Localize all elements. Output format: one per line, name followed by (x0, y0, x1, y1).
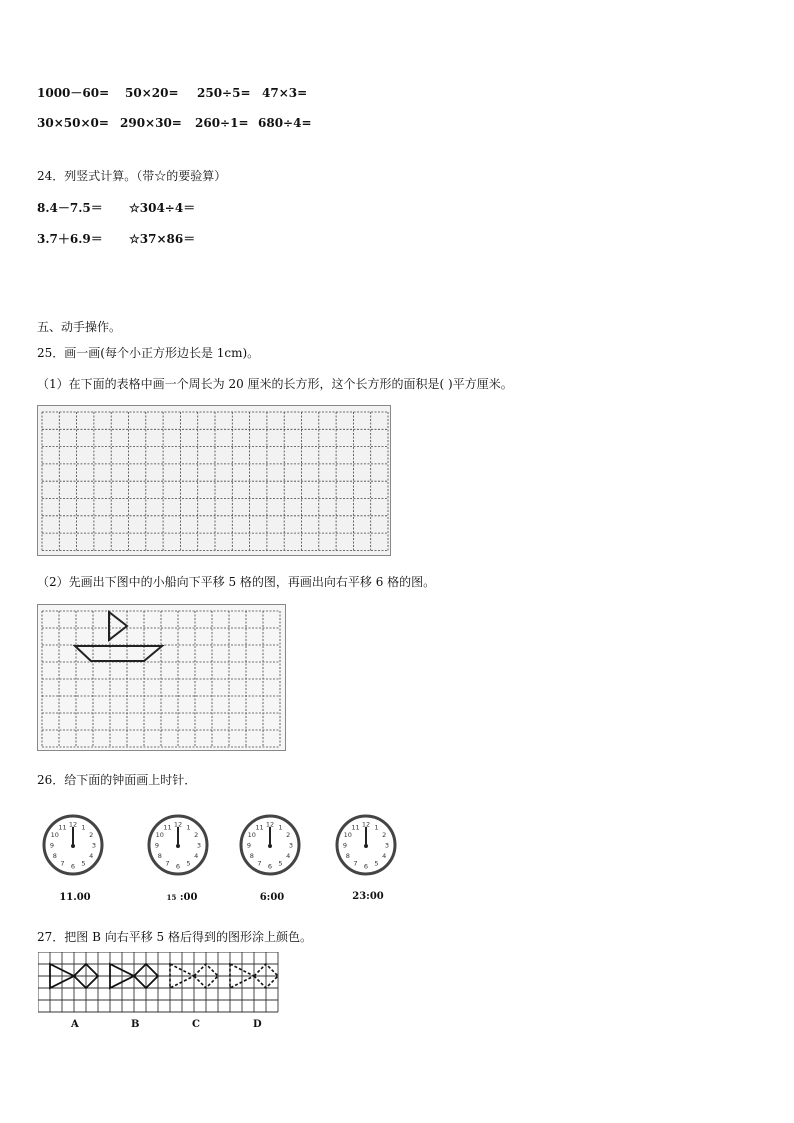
clock-number: 2 (382, 831, 387, 839)
clock-number: 8 (157, 852, 162, 860)
question-25-part-2: （2）先画出下图中的小船向下平移 5 格的图，再画出向右平移 6 格的图。 (37, 575, 436, 589)
question-26-title: 26．给下面的钟面画上时针． (37, 773, 197, 787)
grid-frame (38, 605, 286, 751)
section-5-title: 五、动手操作。 (37, 320, 122, 334)
clock-number: 8 (52, 852, 57, 860)
clock-time-label: 6:00 (259, 892, 285, 903)
shape-label-c: C (192, 1019, 200, 1030)
clock-time-label: 23:00 (352, 891, 384, 902)
clock-number: 1 (186, 823, 191, 832)
clock-number: 5 (374, 859, 379, 868)
clock-number: 2 (286, 831, 291, 839)
problem: ☆304÷4＝ (129, 201, 196, 215)
clock-number: 1 (278, 823, 283, 832)
clock-time-label (152, 892, 212, 903)
clock-number: 3 (196, 841, 202, 850)
clock-number: 6 (267, 862, 273, 871)
clock-number: 10 (50, 831, 59, 839)
clock-face[interactable] (41, 813, 105, 877)
clock-number: 10 (247, 831, 256, 839)
clock-number: 7 (165, 859, 170, 868)
clock-number: 3 (288, 841, 294, 850)
clock-number: 3 (384, 841, 390, 850)
clock-number: 11 (163, 823, 172, 832)
problem: 290×30= (120, 116, 182, 130)
problem: 250÷5= (197, 86, 251, 100)
shapes-grid[interactable] (38, 952, 282, 1016)
problem: 47×3= (262, 86, 308, 100)
clock-number: 8 (345, 852, 350, 860)
clock-number: 2 (194, 831, 199, 839)
problem: ☆37×86＝ (129, 232, 196, 246)
problem: 50×20= (125, 86, 179, 100)
clock-number: 9 (342, 841, 348, 850)
question-27-title: 27．把图 B 向右平移 5 格后得到的图形涂上颜色。 (37, 930, 312, 944)
clock-face[interactable] (334, 813, 398, 877)
clock-number: 6 (175, 862, 181, 871)
q24-row-2 (37, 230, 195, 247)
clock-number: 4 (89, 852, 94, 860)
clock-number: 7 (257, 859, 262, 868)
drawing-grid-1[interactable] (37, 405, 392, 557)
problem: 3.7＋6.9＝ (37, 232, 103, 246)
shape-label-b: B (131, 1019, 140, 1030)
boat-grid[interactable] (37, 604, 287, 752)
clock-minute: :00 (179, 892, 198, 903)
clock-center (364, 844, 368, 848)
clock-center (176, 844, 180, 848)
mental-math-row-1 (37, 84, 307, 101)
clock-number: 6 (363, 862, 369, 871)
clock-number: 10 (155, 831, 164, 839)
clock-number: 9 (246, 841, 252, 850)
clock-face[interactable] (146, 813, 210, 877)
clock-number: 11 (351, 823, 360, 832)
clock-number: 9 (49, 841, 55, 850)
clock-number: 9 (154, 841, 160, 850)
q24-row-1 (37, 199, 195, 216)
clock-number: 5 (186, 859, 191, 868)
clock-number: 1 (374, 823, 379, 832)
clock-hour-small: 15 (166, 893, 177, 902)
clock-number: 11 (58, 823, 67, 832)
shape-label-a: A (71, 1019, 79, 1030)
problem: 30×50×0= (37, 116, 109, 130)
clock-center (71, 844, 75, 848)
clock-number: 10 (343, 831, 352, 839)
clock-number: 6 (70, 862, 76, 871)
question-25-title: 25．画一画(每个小正方形边长是 1cm)。 (37, 346, 260, 360)
clock-time-label: 11.00 (59, 892, 91, 903)
clock-number: 2 (89, 831, 94, 839)
clock-number: 5 (278, 859, 283, 868)
clock-number: 12 (361, 820, 371, 829)
clock-number: 4 (194, 852, 199, 860)
clock-number: 8 (249, 852, 254, 860)
problem: 8.4－7.5＝ (37, 201, 103, 215)
clock-number: 5 (81, 859, 86, 868)
question-25-part-1: （1）在下面的表格中画一个周长为 20 厘米的长方形，这个长方形的面积是( )平方厘米。 (37, 377, 513, 391)
clock-center (268, 844, 272, 848)
clock-number: 11 (255, 823, 264, 832)
problem: 260÷1= (195, 116, 249, 130)
shape-label-d: D (253, 1019, 262, 1030)
clock-number: 12 (68, 820, 78, 829)
clock-number: 7 (353, 859, 358, 868)
clock-number: 4 (286, 852, 291, 860)
clock-number: 4 (382, 852, 387, 860)
clock-number: 7 (60, 859, 65, 868)
problem: 680÷4= (258, 116, 312, 130)
clock-number: 3 (91, 841, 97, 850)
problem: 1000－60= (37, 86, 110, 100)
clock-face[interactable] (238, 813, 302, 877)
clock-number: 1 (81, 823, 86, 832)
clock-number: 12 (173, 820, 183, 829)
clock-number: 12 (265, 820, 275, 829)
mental-math-row-2 (37, 116, 312, 130)
question-24-title: 24．列竖式计算。（带☆的要验算） (37, 169, 227, 183)
